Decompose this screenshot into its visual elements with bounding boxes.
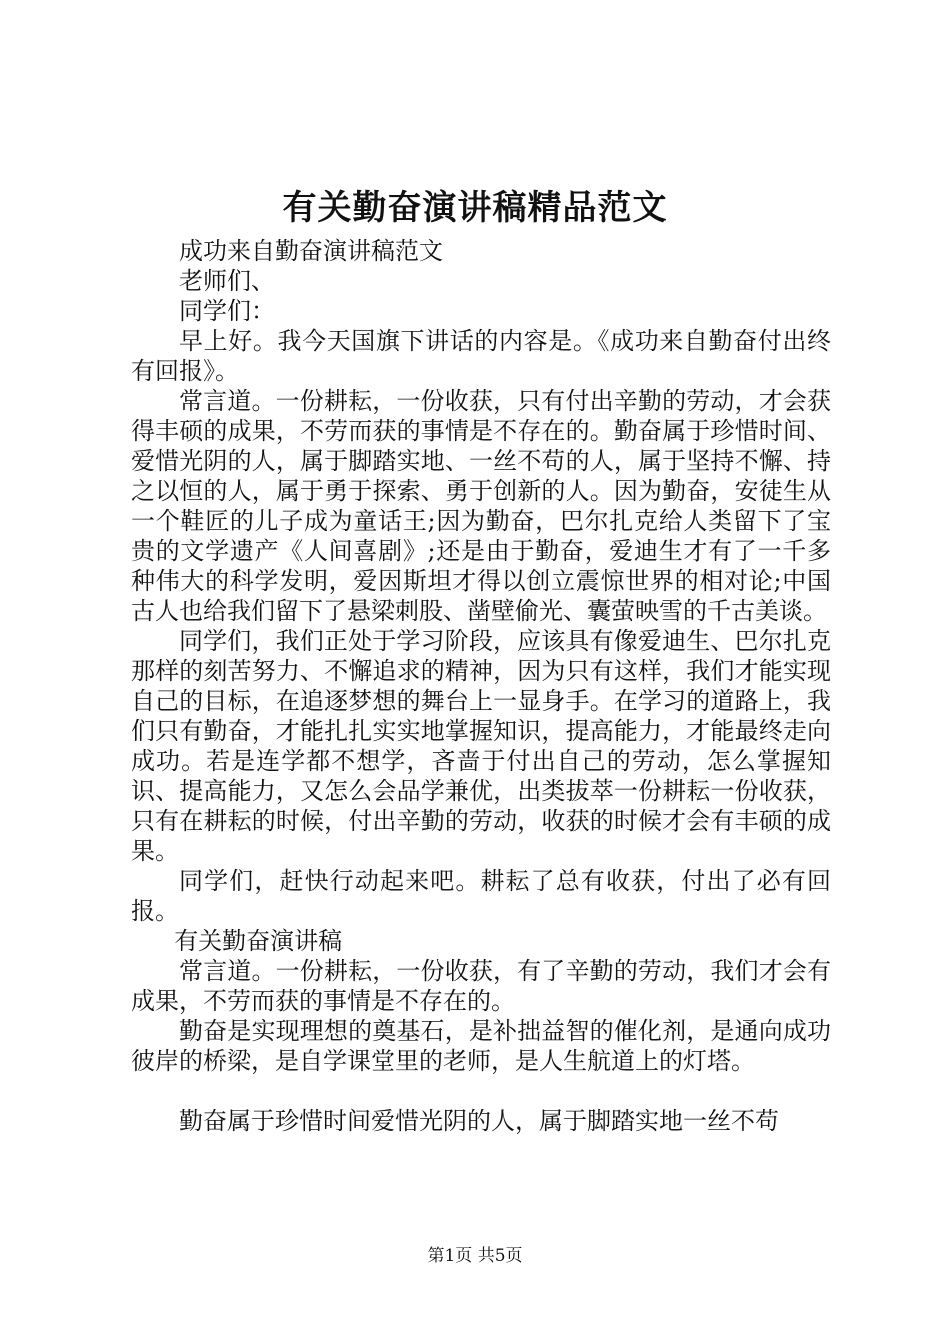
document-title: 有关勤奋演讲稿精品范文 — [282, 188, 668, 228]
section-heading: 有关勤奋演讲稿 — [174, 927, 343, 955]
paragraph-greeting-students: 同学们： — [179, 297, 275, 325]
paragraph-greeting-teachers: 老师们、 — [179, 267, 275, 295]
paragraph-closing: 同学们，赶快行动起来吧。耕耘了总有收获，付出了必有回报。 — [131, 867, 831, 925]
paragraph-body: 常言道。一份耕耘，一份收获，有了辛勤的劳动，我们才会有成果，不劳而获的事情是不存在的。 — [131, 957, 831, 1015]
paragraph-opening: 早上好。我今天国旗下讲话的内容是。《成功来自勤奋付出终有回报》。 — [131, 327, 831, 385]
paragraph-body: 勤奋是实现理想的奠基石，是补拙益智的催化剂，是通向成功彼岸的桥梁，是自学课堂里的老师，是人生航道上的灯塔。 — [131, 1017, 831, 1075]
paragraph-speech-title: 成功来自勤奋演讲稿范文 — [179, 237, 443, 265]
document-body — [131, 236, 831, 1136]
paragraph-body: 勤奋属于珍惜时间爱惜光阴的人，属于脚踏实地一丝不苟 — [179, 1107, 779, 1135]
page-number-footer: 第1页 共5页 — [427, 1246, 523, 1266]
paragraph-body: 同学们，我们正处于学习阶段，应该具有像爱迪生、巴尔扎克那样的刻苦努力、不懈追求的精神，因为只有这样，我们才能实现自己的目标，在追逐梦想的舞台上一显身手。在学习的道路上，我们只有勤奋，才能扎扎实实地掌握知识，提高能力，才能最终走向成功。若是连学都不想学，吝啬于付出自己的劳动，怎么掌握知识、提高能力，又怎么会品学兼优，出类拔萃一份耕耘一份收获，只有在耕耘的时候，付出辛勤的劳动，收获的时候才会有丰硕的成果。 — [131, 627, 831, 865]
paragraph-body: 常言道。一份耕耘，一份收获，只有付出辛勤的劳动，才会获得丰硕的成果，不劳而获的事情是不存在的。勤奋属于珍惜时间、爱惜光阴的人，属于脚踏实地、一丝不苟的人，属于坚持不懈、持之以恒的人，属于勇于探索、勇于创新的人。因为勤奋，安徒生从一个鞋匠的儿子成为童话王;因为勤奋，巴尔扎克给人类留下了宝贵的文学遗产《人间喜剧》;还是由于勤奋，爱迪生才有了一千多种伟大的科学发明，爱因斯坦才得以创立震惊世界的相对论;中国古人也给我们留下了悬梁刺股、凿壁偷光、囊萤映雪的千古美谈。 — [131, 387, 831, 625]
